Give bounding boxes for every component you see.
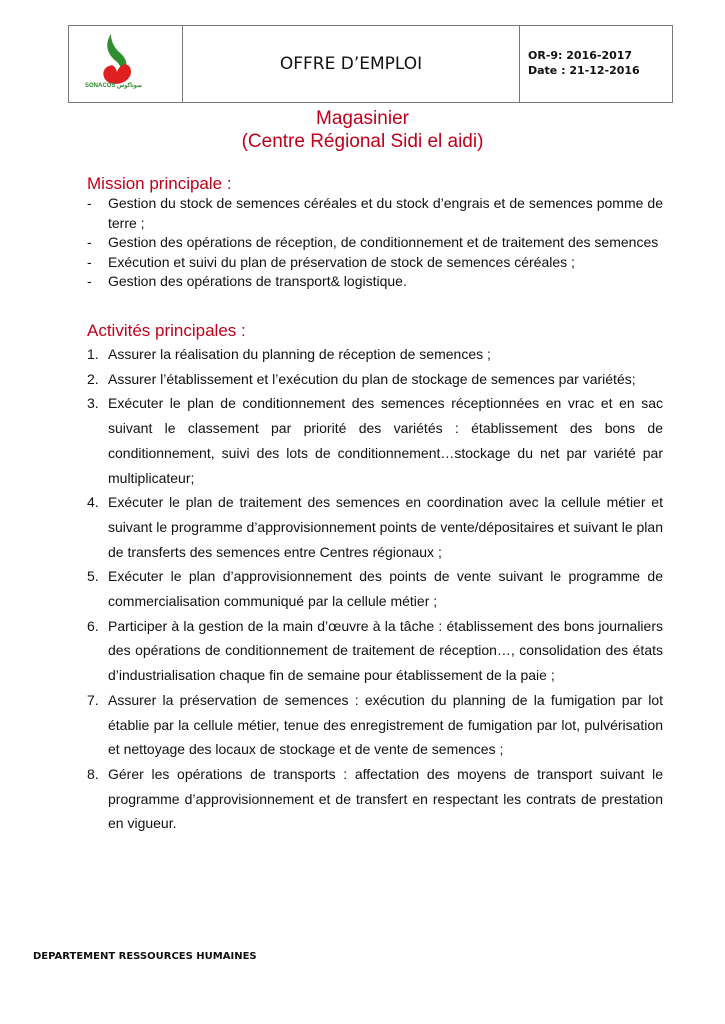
logo: [69, 26, 183, 102]
date: Date : 21-12-2016: [528, 64, 640, 77]
job-title: Magasinier: [316, 108, 409, 129]
list-item: 7. Assurer la préservation de semences : exécution du planning de la fumigation par lot établie par la cellule métier, tenue des enregistrement de fumigation par lot, pulvérisation et nettoyage des locaux de stockage et de vente de semences ;: [87, 691, 663, 758]
list-item: - Exécution et suivi du plan de préservation de stock de semences céréales ;: [87, 253, 663, 273]
mission-heading: Mission principale :: [87, 174, 232, 193]
job-title-block: [0, 107, 725, 153]
mission-list: [87, 194, 663, 292]
list-item: 8. Gérer les opérations de transports : affectation des moyens de transport suivant le programme d’approvisionnement et de transfert en respectant les contrats de prestation en vigueur.: [87, 765, 663, 832]
list-item: 5. Exécuter le plan d’approvisionnement des points de vente suivant le programme de commercialisation communiqué par la cellule métier ;: [87, 568, 663, 610]
header-table: [68, 25, 673, 103]
sonacos-logo-icon: [69, 26, 182, 86]
footer-department: DEPARTEMENT RESSOURCES HUMAINES: [33, 951, 257, 962]
logo-text: SONACOS سوناكوس: [85, 83, 142, 89]
reference-cell: [520, 26, 672, 102]
reference: OR-9: 2016-2017: [528, 49, 633, 62]
list-item: 2. Assurer l’établissement et l’exécution du plan de stockage de semences par variétés;: [87, 370, 636, 387]
list-item: 3. Exécuter le plan de conditionnement des semences réceptionnées en vrac et en sac suivant le classement par priorité des variétés : établissement des bons de conditionnement, suivi des lots de conditionnement…stockage du net par variété par multiplicateur;: [87, 395, 663, 486]
list-item: 4. Exécuter le plan de traitement des semences en coordination avec la cellule métier et suivant le programme d’approvisionnement points de vente/dépositaires et suivant le plan de transferts des semences entre Centres régionaux ;: [87, 494, 663, 560]
activities-heading: Activités principales :: [87, 321, 246, 340]
list-item: 1. Assurer la réalisation du planning de réception de semences ;: [87, 346, 491, 362]
list-item: - Gestion du stock de semences céréales et du stock d’engrais et de semences pomme de terre ;: [87, 194, 663, 233]
doc-type-title: OFFRE D’EMPLOI: [183, 26, 520, 102]
activities-list: [87, 342, 663, 836]
list-item: - Gestion des opérations de transport& logistique.: [87, 272, 663, 292]
list-item: - Gestion des opérations de réception, de conditionnement et de traitement des semences: [87, 233, 663, 253]
list-item: 6. Participer à la gestion de la main d’œuvre à la tâche : établissement des bons journaliers des opérations de conditionnement de traitement de réception…, consolidation des états d’industrialisation chaque fin de semaine pour établissement de la paie ;: [87, 617, 663, 684]
job-location: (Centre Régional Sidi el aidi): [241, 131, 484, 152]
